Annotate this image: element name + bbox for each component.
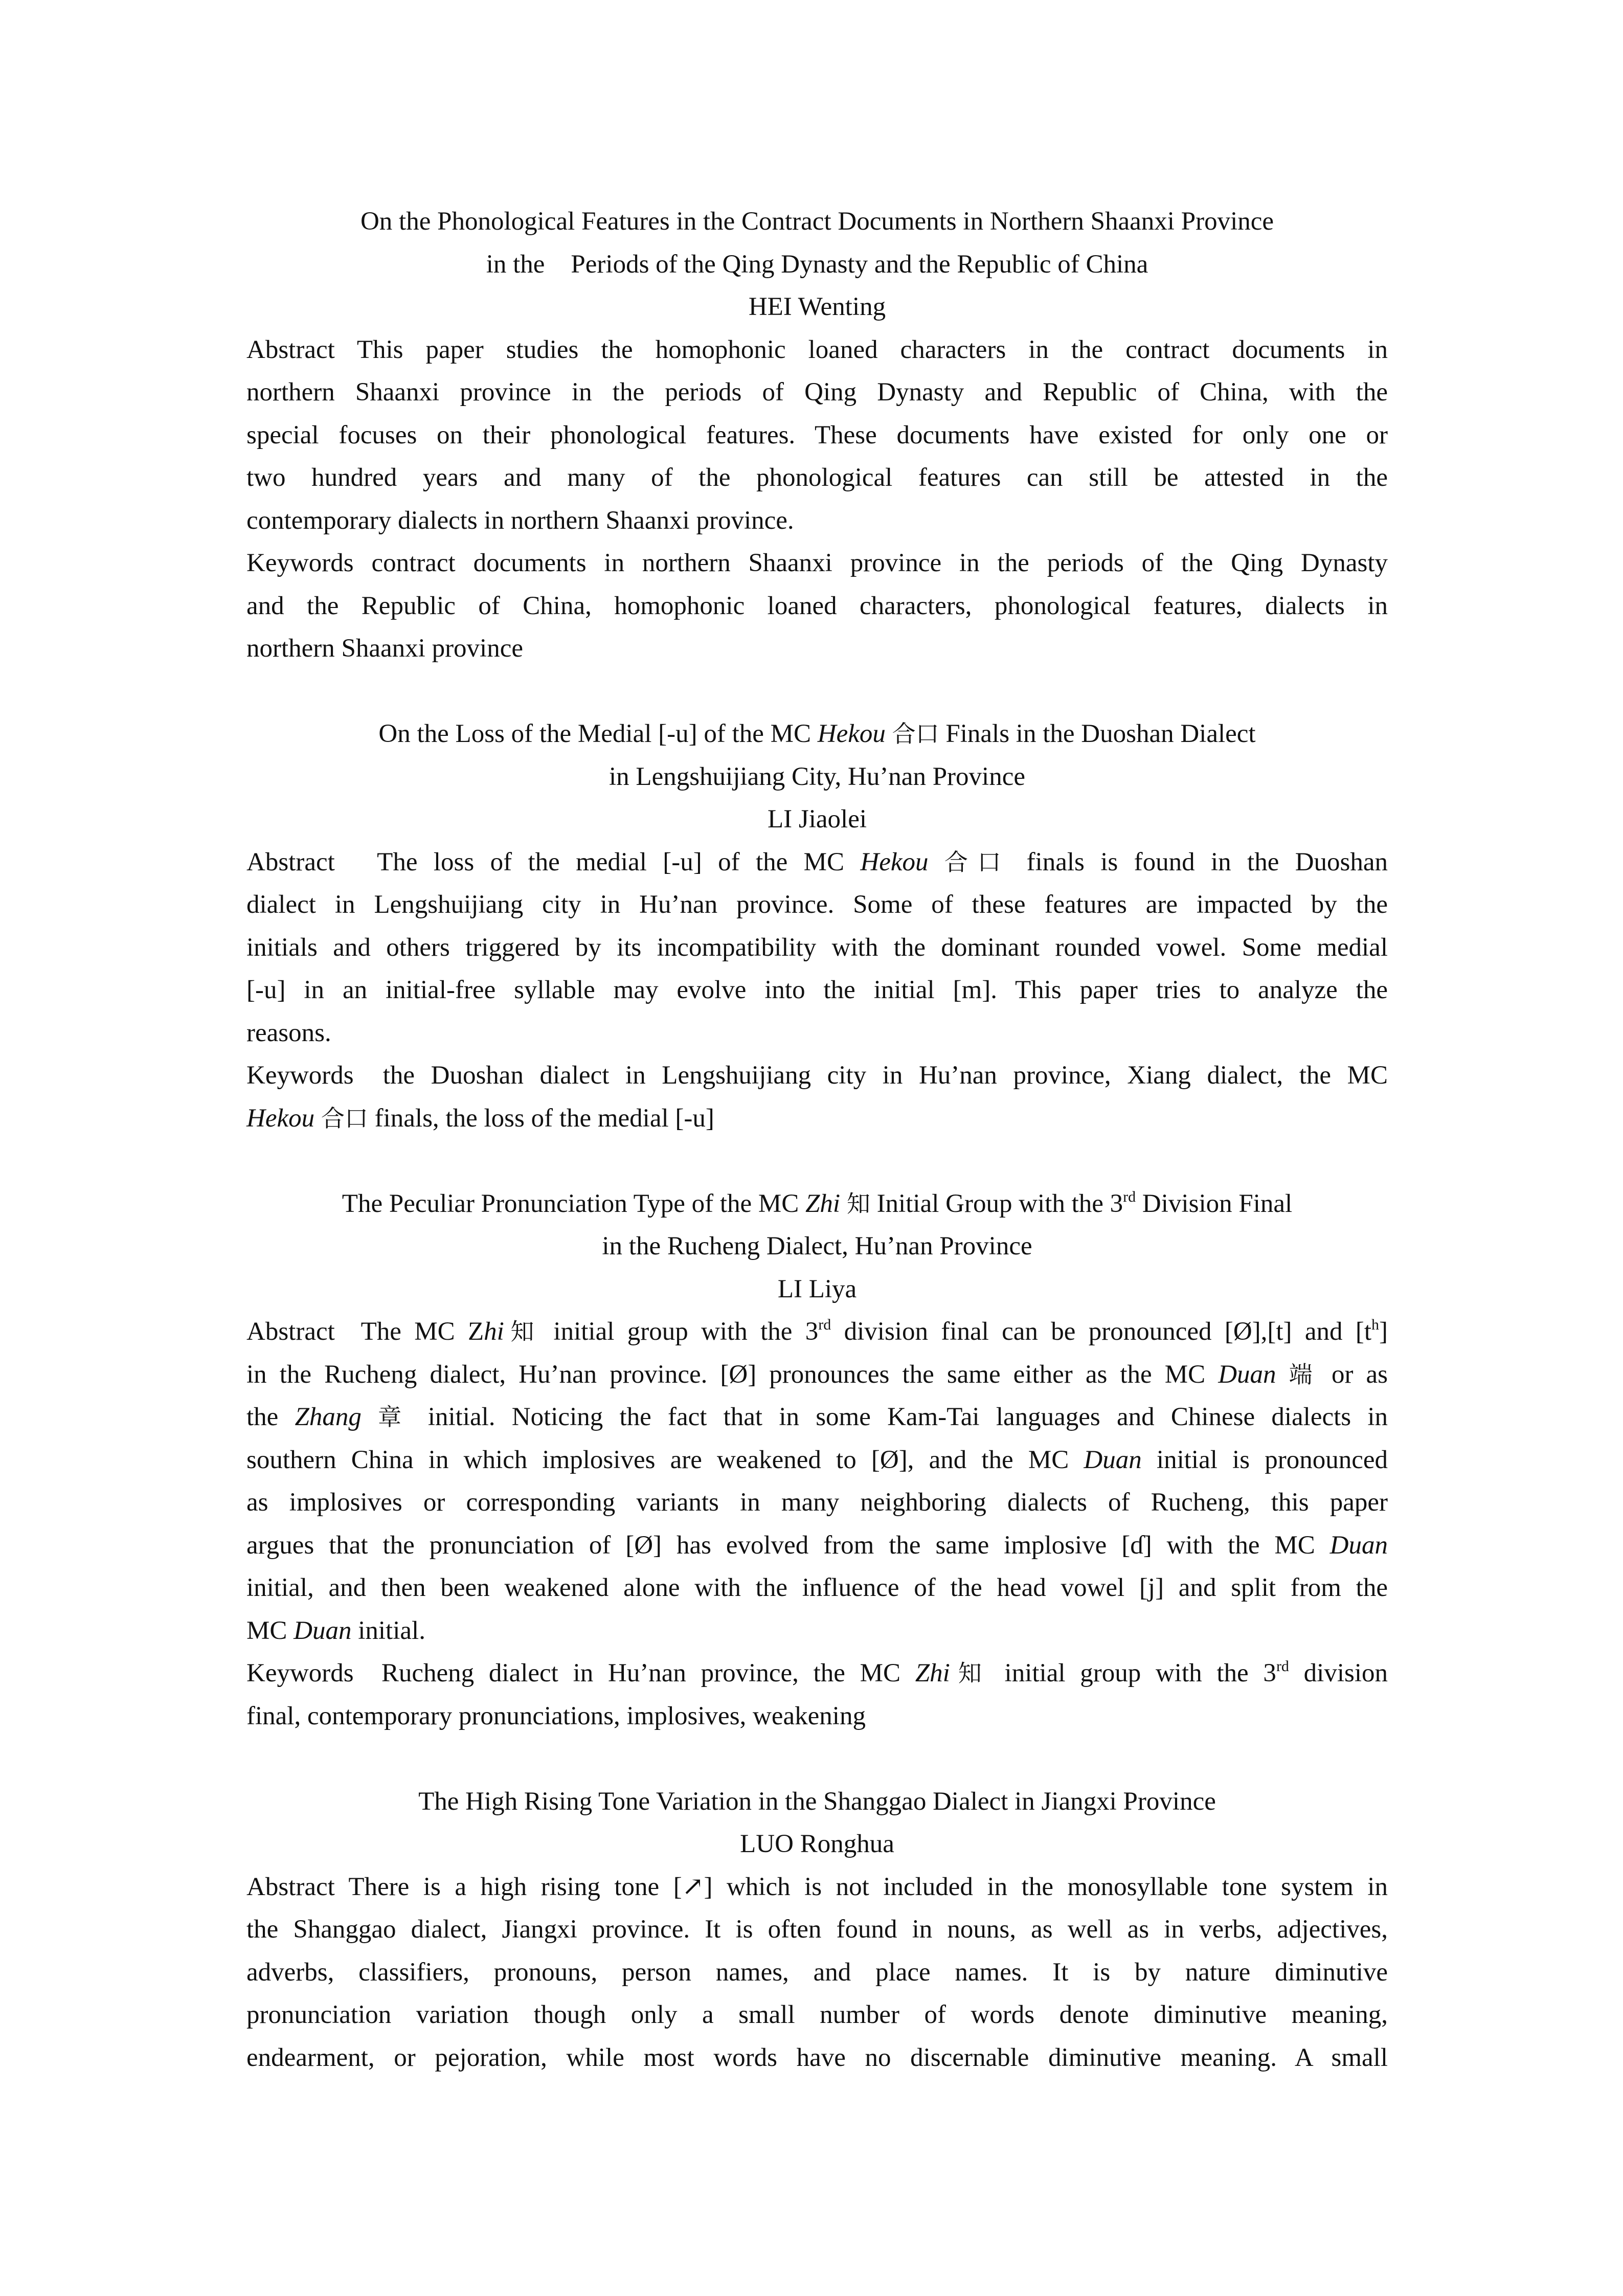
title-line: in the Periods of the Qing Dynasty and the Republic of China bbox=[486, 250, 1148, 279]
article-li-jiaolei bbox=[246, 713, 1388, 1140]
title-line: On the Loss of the Medial [-u] of the MC Hekou 合口 Finals in the Duoshan Dialect bbox=[378, 719, 1256, 748]
abstract bbox=[246, 329, 1388, 543]
abstract-line: in the Rucheng dialect, Hu’nan province. [Ø] pronounces the same either as the MC Duan 端 or as bbox=[246, 1360, 1388, 1389]
title-line: in the Rucheng Dialect, Hu’nan Province bbox=[602, 1232, 1032, 1260]
abstract-line: Abstract The loss of the medial [-u] of the MC Hekou 合口 finals is found in the Duoshan bbox=[246, 847, 1388, 876]
article-hei-wenting bbox=[246, 200, 1388, 670]
abstract-line: Abstract There is a high rising tone [↗] which is not included in the monosyllable tone system in bbox=[246, 1872, 1388, 1901]
keywords-label: Keywords bbox=[246, 1659, 354, 1687]
keywords-line: northern Shaanxi province bbox=[246, 634, 524, 663]
abstract-line: the Shanggao dialect, Jiangxi province. It is often found in nouns, as well as in verbs, adjectives, bbox=[246, 1915, 1388, 1944]
title-line: The Peculiar Pronunciation Type of the MC Zhi 知 Initial Group with the 3rd Division Final bbox=[342, 1188, 1293, 1218]
keywords bbox=[246, 542, 1388, 670]
abstract-line: special focuses on their phonological features. These documents have existed for only one or bbox=[246, 420, 1388, 449]
article-li-liya bbox=[246, 1183, 1388, 1738]
keywords-line: final, contemporary pronunciations, implosives, weakening bbox=[246, 1701, 866, 1730]
abstract-line: argues that the pronunciation of [Ø] has evolved from the same implosive [ɗ] with the MC Duan bbox=[246, 1530, 1388, 1560]
abstract-line: pronunciation variation though only a small number of words denote diminutive meaning, bbox=[246, 2000, 1388, 2029]
article-author: LUO Ronghua bbox=[740, 1830, 894, 1858]
abstract-label: Abstract bbox=[246, 1317, 335, 1346]
title-line: On the Phonological Features in the Contract Documents in Northern Shaanxi Province bbox=[360, 207, 1274, 236]
abstract-line: initials and others triggered by its incompatibility with the dominant rounded vowel. Some medial bbox=[246, 933, 1388, 962]
section-gap bbox=[246, 1140, 1388, 1183]
abstract-line: endearment, or pejoration, while most words have no discernable diminutive meaning. A small bbox=[246, 2043, 1388, 2072]
keywords-line: Keywords Rucheng dialect in Hu’nan province, the MC Zhi知 initial group with the 3rd division bbox=[246, 1658, 1388, 1687]
abstract-line: the Zhang 章 initial. Noticing the fact that in some Kam-Tai languages and Chinese dialects in bbox=[246, 1403, 1388, 1431]
abstract-line: dialect in Lengshuijiang city in Hu’nan province. Some of these features are impacted by the bbox=[246, 890, 1388, 919]
title-line: in Lengshuijiang City, Hu’nan Province bbox=[609, 762, 1025, 791]
keywords-line: Keywords contract documents in northern Shaanxi province in the periods of the Qing Dynasty bbox=[246, 549, 1388, 577]
abstract bbox=[246, 1311, 1388, 1652]
keywords bbox=[246, 1054, 1388, 1140]
abstract-line: Abstract This paper studies the homophonic loaned characters in the contract documents in bbox=[246, 335, 1388, 364]
keywords-line: Hekou 合口 finals, the loss of the medial [-u] bbox=[246, 1104, 714, 1133]
abstract-line: Abstract The MC Zhi知 initial group with the 3rd division final can be pronounced [Ø],[t] and $[t^h]$ bbox=[246, 1316, 1388, 1346]
abstract bbox=[246, 1866, 1388, 2080]
abstract-line: southern China in which implosives are weakened to [Ø], and the MC Duan initial is pronounced bbox=[246, 1445, 1388, 1474]
abstract-label: Abstract bbox=[246, 335, 335, 364]
abstract-line: as implosives or corresponding variants in many neighboring dialects of Rucheng, this paper bbox=[246, 1488, 1388, 1517]
abstract-label: Abstract bbox=[246, 1872, 335, 1901]
keywords bbox=[246, 1652, 1388, 1738]
abstract bbox=[246, 841, 1388, 1055]
abstract-line: two hundred years and many of the phonological features can still be attested in the bbox=[246, 463, 1388, 492]
article-author: HEI Wenting bbox=[748, 292, 886, 321]
abstract-line: [-u] in an initial-free syllable may evolve into the initial [m]. This paper tries to analyze the bbox=[246, 976, 1388, 1004]
abstract-line: initial, and then been weakened alone with the influence of the head vowel [j] and split from the bbox=[246, 1573, 1388, 1602]
article-luo-ronghua bbox=[246, 1781, 1388, 2080]
abstract-line: MC Duan initial. bbox=[246, 1616, 425, 1645]
article-title bbox=[246, 1781, 1388, 1824]
article-title bbox=[246, 713, 1388, 798]
high-rising-tone-mark: ↗ bbox=[682, 1872, 704, 1901]
abstract-line: contemporary dialects in northern Shaanxi province. bbox=[246, 506, 794, 535]
title-line: The High Rising Tone Variation in the Shanggao Dialect in Jiangxi Province bbox=[418, 1787, 1216, 1816]
keywords-line: Keywords the Duoshan dialect in Lengshuijiang city in Hu’nan province, Xiang dialect, the MC bbox=[246, 1061, 1388, 1090]
article-author: LI Liya bbox=[777, 1274, 857, 1303]
article-title bbox=[246, 1183, 1388, 1268]
abstract-line: northern Shaanxi province in the periods of Qing Dynasty and Republic of China, with the bbox=[246, 378, 1388, 407]
keywords-label: Keywords bbox=[246, 1061, 354, 1090]
article-author: LI Jiaolei bbox=[767, 805, 867, 834]
keywords-line: and the Republic of China, homophonic loaned characters, phonological features, dialects in bbox=[246, 591, 1388, 620]
keywords-label: Keywords bbox=[246, 549, 354, 577]
section-gap bbox=[246, 670, 1388, 713]
abstract-line: adverbs, classifiers, pronouns, person names, and place names. It is by nature diminutive bbox=[246, 1957, 1388, 1987]
document-page bbox=[246, 200, 1388, 2079]
abstract-line: reasons. bbox=[246, 1018, 331, 1047]
section-gap bbox=[246, 1738, 1388, 1781]
article-title bbox=[246, 200, 1388, 286]
abstract-label: Abstract bbox=[246, 847, 335, 876]
